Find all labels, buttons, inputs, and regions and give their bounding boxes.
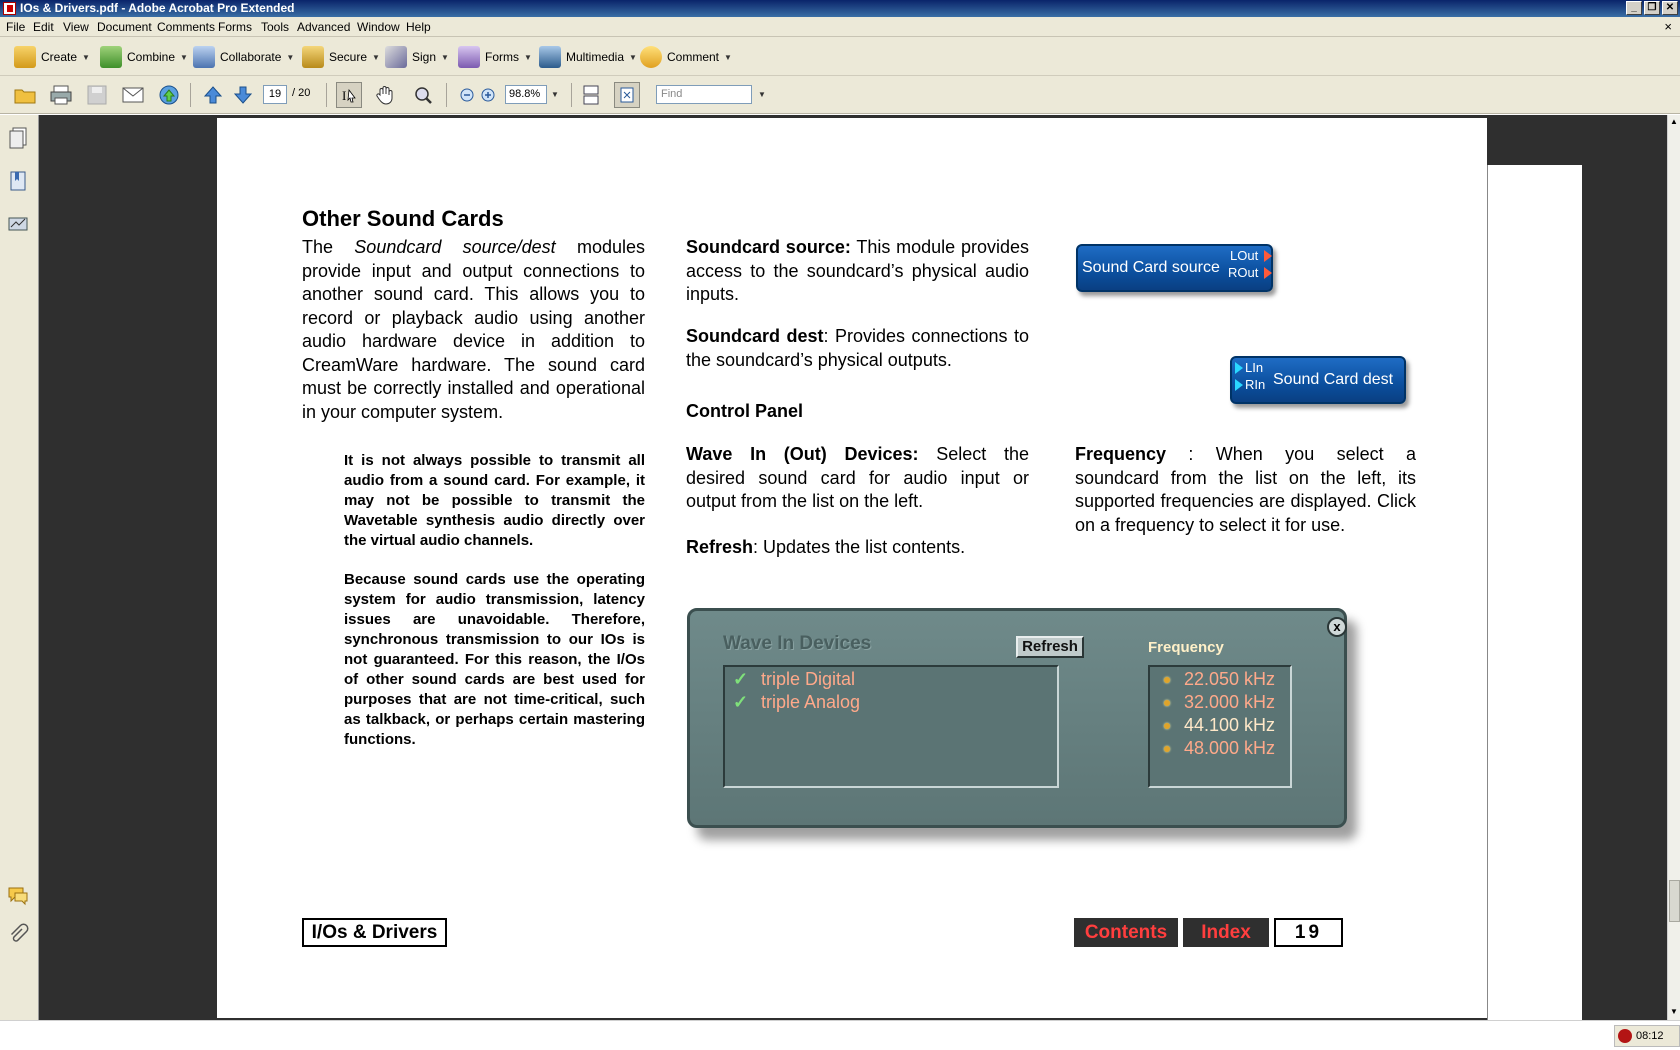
email-icon[interactable] [120,82,146,108]
sound-card-source-module [1076,244,1273,292]
find-input[interactable]: Find [656,85,752,104]
combine-button[interactable] [100,45,188,69]
wave-devices-label: Wave In (Out) Devices: [686,444,919,464]
collaborate-icon [193,46,215,68]
source-module-name: Sound Card source [1082,259,1220,276]
zoom-dropdown-icon[interactable]: ▼ [551,90,559,99]
menu-comments[interactable]: Comments [157,20,216,34]
chevron-down-icon: ▼ [286,52,295,62]
menu-help[interactable]: Help [406,20,431,34]
signatures-panel-icon[interactable] [7,213,31,237]
soundcard-dest-text: : Provides connections to the soundcard’s physical outputs. [686,326,1029,370]
frequency-value: 32.000 kHz [1184,692,1276,712]
next-page-icon[interactable] [230,82,256,108]
frequency-value: 22.050 kHz [1184,669,1276,689]
sign-button[interactable] [385,45,449,69]
intro-text-start: The [302,237,355,257]
control-panel-heading: Control Panel [686,401,804,421]
note-latency: Because sound cards use the operating system for audio transmission, latency issues are unavoidable. Therefore, synchronous transmission to our IOs is not guaranteed. For this reason, the I/Os of other sound cards are best used for purposes that are not time-critical, such as talkback, or perhaps certain mastering functions. [344,571,645,748]
chevron-down-icon: ▼ [724,52,732,62]
page-number-input[interactable]: 19 [263,85,287,104]
close-document-icon[interactable]: × [1664,19,1672,34]
footer-section-title: I/Os & Drivers [302,918,447,947]
adjacent-page-edge [1487,165,1582,1020]
clock: 08:12 [1636,1030,1664,1042]
lock-icon [302,46,324,68]
window-title: IOs & Drivers.pdf - Adobe Acrobat Pro Extended [20,1,295,15]
bullet-icon [1164,723,1170,729]
port-lin-label: LIn [1245,360,1264,375]
dest-module-name: Sound Card dest [1273,371,1394,388]
menu-document[interactable]: Document [97,20,152,34]
zoom-in-icon[interactable] [475,82,501,108]
panel-title: Wave In Devices [723,633,872,654]
vertical-scrollbar[interactable] [1667,115,1680,1020]
share-icon[interactable] [156,82,182,108]
status-bar [0,1020,1680,1050]
index-link[interactable]: Index [1183,918,1269,947]
list-item-selected [1164,715,1275,736]
frequency-label: Frequency [1075,444,1167,464]
fit-page-icon[interactable] [614,82,640,108]
pen-icon [385,46,407,68]
device-name: triple Digital [761,669,856,689]
forms-icon [458,46,480,68]
intro-text-end: modules provide input and output connections to another sound card. This allows you to record or playback audio using another audio hardware device in addition to CreamWare hardware. The sound card must be correctly installed and operational in your computer system. [302,237,645,422]
multimedia-label: Multimedia [566,50,625,64]
refresh-label: Refresh [686,537,754,557]
frequency-paragraph [1075,443,1416,537]
wave-devices-text: Select the desired sound card for audio input or output from the list on the left. [686,444,1029,511]
combine-icon [100,46,122,68]
system-tray [1614,1025,1680,1047]
print-icon[interactable] [48,82,74,108]
chevron-down-icon: ▼ [524,52,532,62]
scrollbar-thumb[interactable] [1669,880,1680,922]
comment-label: Comment [667,50,720,64]
document-viewport[interactable] [39,115,1667,1020]
close-icon: x [1327,617,1347,637]
soundcard-source-paragraph [686,236,1029,307]
menu-window[interactable]: Window [357,20,400,34]
secure-button[interactable] [302,45,380,69]
sign-label: Sign [412,50,437,64]
list-item [1164,669,1275,690]
port-rin-label: RIn [1245,377,1266,392]
frequency-value: 48.000 kHz [1184,738,1276,758]
marquee-zoom-icon[interactable] [410,82,436,108]
device-name: triple Analog [761,692,861,712]
note-transmit: It is not always possible to transmit all audio from a sound card. For example, it may not be possible to transmit the Wavetable synthesis audio directly over the virtual audio channels. [344,452,645,549]
device-list [723,665,1059,788]
contents-link[interactable]: Contents [1074,918,1178,947]
chevron-down-icon: ▼ [82,52,90,62]
menu-bar [0,17,1680,37]
list-item [733,692,860,713]
hand-tool-icon[interactable] [372,82,398,108]
soundcard-dest-paragraph [686,325,1029,372]
close-window-button[interactable]: ✕ [1662,1,1678,15]
soundcard-dest-label: Soundcard dest [686,326,824,346]
chevron-down-icon: ▼ [372,52,380,62]
port-rout-label: ROut [1228,265,1259,280]
frequency-text: : When you select a soundcard from the list on the left, its supported frequencies are displayed. Click on a frequency to select it for use. [1075,444,1416,535]
acrobat-tray-icon[interactable] [1618,1029,1632,1043]
menu-view[interactable]: View [63,20,89,34]
zoom-level-field[interactable]: 98.8% [505,85,547,104]
navigation-toolbar [0,76,1680,114]
create-button[interactable] [14,45,90,69]
svg-text:I: I [342,88,347,103]
list-item [1164,692,1275,713]
menu-tools[interactable]: Tools [261,20,290,34]
frequency-list [1148,665,1292,788]
collaborate-button[interactable] [193,45,294,69]
refresh-button: Refresh [1016,636,1084,658]
find-dropdown-icon[interactable]: ▼ [758,90,766,99]
bookmarks-panel-icon[interactable] [7,170,31,194]
forms-button[interactable] [458,45,532,69]
multimedia-icon [539,46,561,68]
acrobat-app-icon[interactable] [3,2,16,15]
chevron-down-icon: ▼ [180,52,188,62]
page-heading: Other Sound Cards [302,206,504,231]
open-folder-icon[interactable] [12,82,38,108]
create-label: Create [41,50,78,64]
title-bar [0,0,1680,17]
menu-forms[interactable]: Forms [218,20,252,34]
multimedia-button[interactable] [539,45,637,69]
scroll-up-icon[interactable]: ▲ [1668,115,1680,129]
menu-edit[interactable]: Edit [33,20,54,34]
bullet-icon [1164,746,1170,752]
save-icon[interactable] [84,82,110,108]
combine-label: Combine [127,50,176,64]
bullet-icon [1164,700,1170,706]
frequency-value: 44.100 kHz [1184,715,1276,735]
scrolling-mode-icon[interactable] [578,82,604,108]
chevron-down-icon: ▼ [441,52,449,62]
input-port-arrow-icon [1235,379,1243,391]
intro-paragraph [302,236,645,424]
comment-icon [640,46,662,68]
page-total: / 20 [292,87,311,99]
bullet-icon [1164,677,1170,683]
select-tool-icon[interactable] [336,82,362,108]
comments-panel-icon[interactable] [7,885,31,909]
soundcard-source-text: This module provides access to the soundcard’s physical audio inputs. [686,237,1030,304]
list-item [1164,738,1275,759]
attachments-panel-icon[interactable] [7,923,31,947]
chevron-down-icon: ▼ [629,52,637,62]
pdf-page [217,118,1487,1018]
menu-advanced[interactable]: Advanced [297,20,351,34]
secure-label: Secure [329,50,368,64]
tasks-toolbar [0,37,1680,76]
list-item [733,669,855,690]
footer-page-number: 19 [1274,918,1343,947]
pages-panel-icon[interactable] [7,127,31,151]
previous-page-icon[interactable] [200,82,226,108]
sound-card-dest-module [1230,356,1406,404]
port-lout-label: LOut [1230,248,1259,263]
minimize-button[interactable]: _ [1626,1,1642,15]
create-icon [14,46,36,68]
navigation-pane [0,115,39,1020]
intro-module-name: Soundcard source/dest [354,237,556,257]
comment-button[interactable] [640,45,732,69]
input-port-arrow-icon [1235,362,1243,374]
refresh-paragraph [686,536,1029,560]
collaborate-label: Collaborate [220,50,282,64]
scroll-down-icon[interactable]: ▼ [1668,1005,1680,1019]
refresh-text: : Updates the list contents. [753,537,966,557]
output-port-arrow-icon [1264,250,1272,262]
soundcard-source-label: Soundcard source: [686,237,851,257]
wave-devices-paragraph [686,443,1029,514]
frequency-title: Frequency [1148,639,1224,656]
restore-button[interactable]: ❐ [1644,1,1660,15]
window-controls [1626,1,1678,15]
wave-in-devices-panel [687,608,1347,828]
checkmark-icon: ✓ [733,669,749,689]
menu-file[interactable]: File [6,20,26,34]
forms-label: Forms [485,50,519,64]
checkmark-icon: ✓ [733,692,749,712]
output-port-arrow-icon [1264,267,1272,279]
